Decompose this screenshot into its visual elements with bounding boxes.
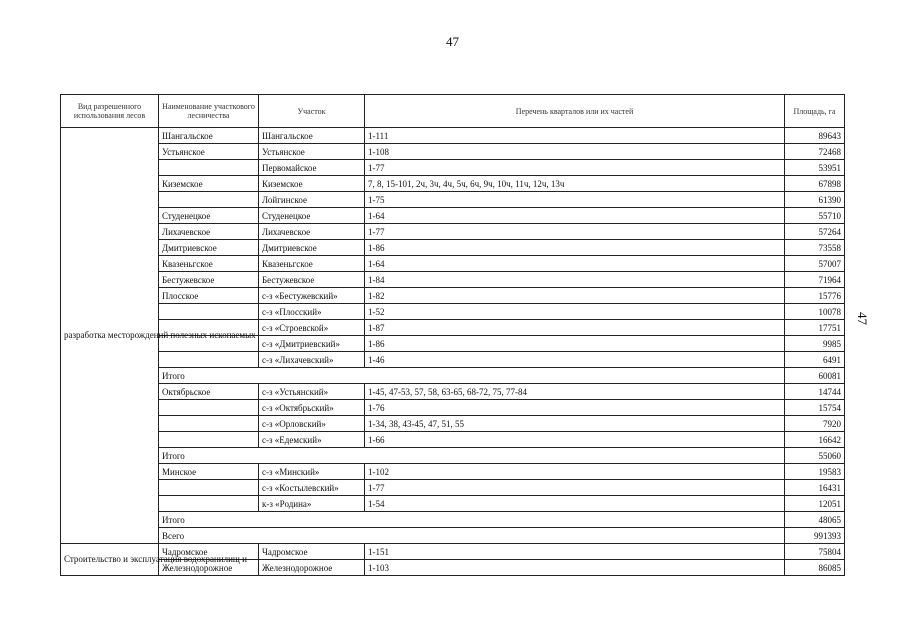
- forestry-cell: Устьянское: [159, 144, 259, 160]
- quarters-cell: 1-64: [365, 208, 785, 224]
- total-label: Итого: [159, 368, 785, 384]
- table-row: [61, 272, 845, 288]
- forestry-cell: Лихачевское: [159, 224, 259, 240]
- quarters-cell: 1-84: [365, 272, 785, 288]
- section-cell: с-з «Бестужевский»: [259, 288, 365, 304]
- area-cell: 72468: [785, 144, 845, 160]
- forestry-cell: [159, 400, 259, 416]
- header-area: Площадь, га: [785, 95, 845, 128]
- quarters-cell: 1-77: [365, 160, 785, 176]
- area-cell: 15754: [785, 400, 845, 416]
- area-cell: 53951: [785, 160, 845, 176]
- section-cell: к-з «Родина»: [259, 496, 365, 512]
- area-cell: 73558: [785, 240, 845, 256]
- quarters-cell: 1-103: [365, 560, 785, 576]
- table-row: [61, 176, 845, 192]
- forestry-cell: Бестужевское: [159, 272, 259, 288]
- area-cell: 16642: [785, 432, 845, 448]
- table-row: [61, 160, 845, 176]
- forestry-cell: [159, 416, 259, 432]
- side-page-number: 47: [855, 312, 870, 325]
- section-cell: Квазеньгское: [259, 256, 365, 272]
- table-row: [61, 544, 845, 560]
- area-cell: 57264: [785, 224, 845, 240]
- section-cell: с-з «Орловский»: [259, 416, 365, 432]
- area-cell: 9985: [785, 336, 845, 352]
- use-type-cell: разработка месторождений полезных ископаемых: [61, 128, 159, 544]
- table-row: [61, 448, 845, 464]
- forestry-cell: [159, 432, 259, 448]
- forestry-cell: Чадромское: [159, 544, 259, 560]
- section-cell: Устьянское: [259, 144, 365, 160]
- table-row: [61, 480, 845, 496]
- area-cell: 57007: [785, 256, 845, 272]
- quarters-cell: 1-34, 38, 43-45, 47, 51, 55: [365, 416, 785, 432]
- area-cell: 71964: [785, 272, 845, 288]
- table-header-row: [61, 95, 845, 128]
- page-number: 47: [446, 34, 459, 49]
- area-cell: 16431: [785, 480, 845, 496]
- table-row: [61, 352, 845, 368]
- section-cell: с-з «Костылевский»: [259, 480, 365, 496]
- table-row: [61, 400, 845, 416]
- section-cell: Железнодорожное: [259, 560, 365, 576]
- quarters-cell: 1-52: [365, 304, 785, 320]
- forestry-cell: Студенецкое: [159, 208, 259, 224]
- area-cell: 86085: [785, 560, 845, 576]
- section-cell: Лихачевское: [259, 224, 365, 240]
- forestry-cell: [159, 480, 259, 496]
- forestry-cell: [159, 160, 259, 176]
- total-label: Итого: [159, 448, 785, 464]
- quarters-cell: 1-64: [365, 256, 785, 272]
- header-forestry: Наименование участкового лесничества: [159, 95, 259, 128]
- forestry-cell: [159, 304, 259, 320]
- area-cell: 15776: [785, 288, 845, 304]
- quarters-cell: 1-76: [365, 400, 785, 416]
- quarters-cell: 1-77: [365, 480, 785, 496]
- section-cell: с-з «Плосский»: [259, 304, 365, 320]
- table-row: [61, 496, 845, 512]
- section-cell: Лойгинское: [259, 192, 365, 208]
- area-cell: 17751: [785, 320, 845, 336]
- forestry-cell: Дмитриевское: [159, 240, 259, 256]
- table-row: [61, 528, 845, 544]
- area-cell: 61390: [785, 192, 845, 208]
- forestry-cell: Шангальское: [159, 128, 259, 144]
- section-cell: Дмитриевское: [259, 240, 365, 256]
- forest-use-table: [60, 94, 845, 576]
- area-cell: 14744: [785, 384, 845, 400]
- section-cell: с-з «Минский»: [259, 464, 365, 480]
- quarters-cell: 1-86: [365, 336, 785, 352]
- quarters-cell: 7, 8, 15-101, 2ч, 3ч, 4ч, 5ч, 6ч, 9ч, 10ч, 11ч, 12ч, 13ч: [365, 176, 785, 192]
- section-cell: с-з «Дмитриевский»: [259, 336, 365, 352]
- forestry-cell: Железнодорожное: [159, 560, 259, 576]
- table-row: [61, 208, 845, 224]
- quarters-cell: 1-151: [365, 544, 785, 560]
- quarters-cell: 1-102: [365, 464, 785, 480]
- forestry-cell: Квазеньгское: [159, 256, 259, 272]
- forestry-cell: Минское: [159, 464, 259, 480]
- quarters-cell: 1-66: [365, 432, 785, 448]
- section-cell: с-з «Едемский»: [259, 432, 365, 448]
- area-cell: 75804: [785, 544, 845, 560]
- forestry-cell: [159, 496, 259, 512]
- use-type-cell: Строительство и эксплуатация водохранилищ и: [61, 544, 159, 576]
- quarters-cell: 1-54: [365, 496, 785, 512]
- section-cell: с-з «Октябрьский»: [259, 400, 365, 416]
- quarters-cell: 1-46: [365, 352, 785, 368]
- section-cell: Первомайское: [259, 160, 365, 176]
- table-row: [61, 240, 845, 256]
- table-body: [61, 128, 845, 576]
- table-row: [61, 192, 845, 208]
- section-cell: Шангальское: [259, 128, 365, 144]
- table-row: [61, 416, 845, 432]
- area-cell: 89643: [785, 128, 845, 144]
- quarters-cell: 1-45, 47-53, 57, 58, 63-65, 68-72, 75, 77-84: [365, 384, 785, 400]
- table-row: [61, 288, 845, 304]
- section-cell: Чадромское: [259, 544, 365, 560]
- header-use-type: Вид разрешенного использования лесов: [61, 95, 159, 128]
- section-cell: с-з «Строевской»: [259, 320, 365, 336]
- header-section: Участок: [259, 95, 365, 128]
- table-row: [61, 432, 845, 448]
- table-row: [61, 224, 845, 240]
- table-row: [61, 464, 845, 480]
- total-label: Итого: [159, 512, 785, 528]
- forestry-cell: Плосское: [159, 288, 259, 304]
- table-row: [61, 256, 845, 272]
- area-cell: 48065: [785, 512, 845, 528]
- total-label: Всего: [159, 528, 785, 544]
- section-cell: Бестужевское: [259, 272, 365, 288]
- area-cell: 10078: [785, 304, 845, 320]
- quarters-cell: 1-82: [365, 288, 785, 304]
- forestry-cell: Октябрьское: [159, 384, 259, 400]
- area-cell: 6491: [785, 352, 845, 368]
- forestry-cell: [159, 352, 259, 368]
- table-row: [61, 128, 845, 144]
- area-cell: 19583: [785, 464, 845, 480]
- area-cell: 991393: [785, 528, 845, 544]
- section-cell: Киземское: [259, 176, 365, 192]
- area-cell: 60081: [785, 368, 845, 384]
- section-cell: Студенецкое: [259, 208, 365, 224]
- quarters-cell: 1-75: [365, 192, 785, 208]
- table-row: [61, 512, 845, 528]
- quarters-cell: 1-87: [365, 320, 785, 336]
- quarters-cell: 1-77: [365, 224, 785, 240]
- table-row: [61, 304, 845, 320]
- area-cell: 67898: [785, 176, 845, 192]
- area-cell: 55710: [785, 208, 845, 224]
- table-row: [61, 384, 845, 400]
- forestry-cell: [159, 192, 259, 208]
- header-quarters: Перечень кварталов или их частей: [365, 95, 785, 128]
- area-cell: 55060: [785, 448, 845, 464]
- area-cell: 12051: [785, 496, 845, 512]
- area-cell: 7920: [785, 416, 845, 432]
- table-row: [61, 368, 845, 384]
- table-row: [61, 144, 845, 160]
- forestry-cell: Киземское: [159, 176, 259, 192]
- quarters-cell: 1-108: [365, 144, 785, 160]
- quarters-cell: 1-86: [365, 240, 785, 256]
- section-cell: с-з «Лихачевский»: [259, 352, 365, 368]
- quarters-cell: 1-111: [365, 128, 785, 144]
- section-cell: с-з «Устьянский»: [259, 384, 365, 400]
